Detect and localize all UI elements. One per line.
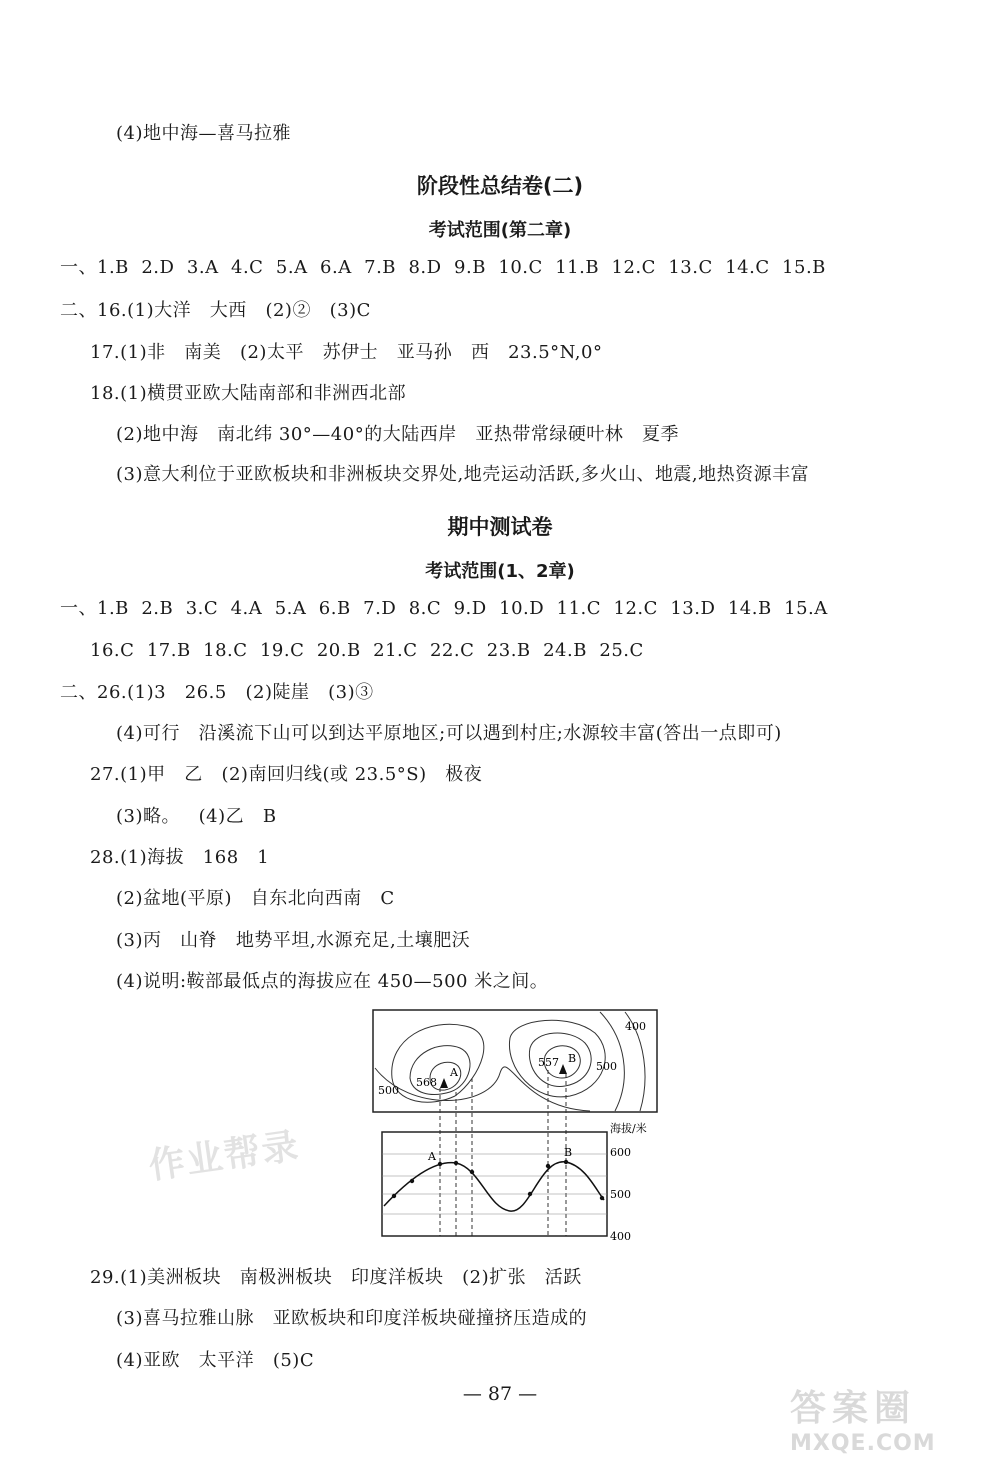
answer-line: 16.C 17.B 18.C 19.C 20.B 21.C 22.C 23.B 24.B 25.C	[90, 640, 644, 661]
contour-label: 500	[596, 1060, 617, 1073]
profile-curve	[384, 1162, 604, 1211]
watermark-text: 作业帮录	[146, 1125, 303, 1188]
answer-line: (3)意大利位于亚欧板块和非洲板块交界处,地壳运动活跃,多火山、地震,地热资源丰富	[116, 464, 810, 485]
answer-line: 一、1.B 2.B 3.C 4.A 5.A 6.B 7.D 8.C 9.D 10.D 11.C 12.C 13.D 14.B 15.A	[60, 598, 828, 619]
peak-b-marker	[559, 1064, 567, 1074]
contour-figure-svg	[370, 1008, 670, 1248]
answer-line: (4)亚欧 太平洋 (5)C	[116, 1350, 315, 1371]
answer-line: 二、16.(1)大洋 大西 (2)② (3)C	[60, 300, 371, 321]
profile-peak-a-label: A	[428, 1150, 436, 1163]
profile-peak-b-label: B	[564, 1146, 573, 1159]
answer-line: (2)盆地(平原) 自东北向西南 C	[116, 888, 395, 909]
contour-label: 400	[625, 1020, 646, 1033]
peak-b-label: B	[568, 1052, 577, 1065]
answer-line: (4)可行 沿溪流下山可以到达平原地区;可以遇到村庄;水源较丰富(答出一点即可)	[116, 723, 782, 744]
section-scope: 考试范围(1、2章)	[425, 561, 575, 582]
answer-line: (3)略。 (4)乙 B	[116, 806, 277, 827]
answer-line: (4)说明:鞍部最低点的海拔应在 450—500 米之间。	[116, 971, 549, 992]
contour-line	[375, 1067, 590, 1111]
section-title: 期中测试卷	[447, 515, 553, 539]
contour-label: 568	[416, 1076, 437, 1089]
peak-a-label: A	[450, 1066, 458, 1079]
answer-line: 29.(1)美洲板块 南极洲板块 印度洋板块 (2)扩张 活跃	[90, 1267, 582, 1288]
contour-label: 557	[538, 1056, 559, 1069]
y-tick-label: 500	[610, 1188, 631, 1201]
contour-label: 500	[378, 1084, 399, 1097]
y-tick-label: 400	[610, 1230, 631, 1243]
y-tick-label: 600	[610, 1146, 631, 1159]
profile-grid	[382, 1154, 607, 1214]
answer-line: 27.(1)甲 乙 (2)南回归线(或 23.5°S) 极夜	[90, 764, 483, 785]
answer-line: (4)地中海—喜马拉雅	[116, 123, 291, 144]
profile-axis-title: 海拔/米	[610, 1122, 647, 1135]
peak-a-marker	[440, 1078, 448, 1088]
page-number: — 87 —	[462, 1383, 538, 1405]
answer-line: 18.(1)横贯亚欧大陆南部和非洲西北部	[90, 383, 407, 404]
watermark-logo: 答案圈	[790, 1388, 917, 1429]
section-title: 阶段性总结卷(二)	[416, 174, 584, 198]
answer-line: (3)喜马拉雅山脉 亚欧板块和印度洋板块碰撞挤压造成的	[116, 1308, 588, 1329]
section-scope: 考试范围(第二章)	[428, 220, 572, 241]
profile-frame	[382, 1132, 607, 1236]
answer-line: 一、1.B 2.D 3.A 4.C 5.A 6.A 7.B 8.D 9.B 10.C 11.B 12.C 13.C 14.C 15.B	[60, 257, 826, 278]
answer-line: 17.(1)非 南美 (2)太平 苏伊士 亚马孙 西 23.5°N,0°	[90, 342, 603, 363]
answer-line: 28.(1)海拔 168 1	[90, 847, 270, 868]
contour-profile-figure	[370, 1008, 670, 1252]
watermark-site: MXQE.COM	[790, 1431, 936, 1456]
answer-line: (2)地中海 南北纬 30°—40°的大陆西岸 亚热带常绿硬叶林 夏季	[116, 424, 680, 445]
site-watermark	[790, 1380, 990, 1456]
answer-line: (3)丙 山脊 地势平坦,水源充足,土壤肥沃	[116, 930, 471, 951]
answer-line: 二、26.(1)3 26.5 (2)陡崖 (3)③	[60, 682, 374, 703]
